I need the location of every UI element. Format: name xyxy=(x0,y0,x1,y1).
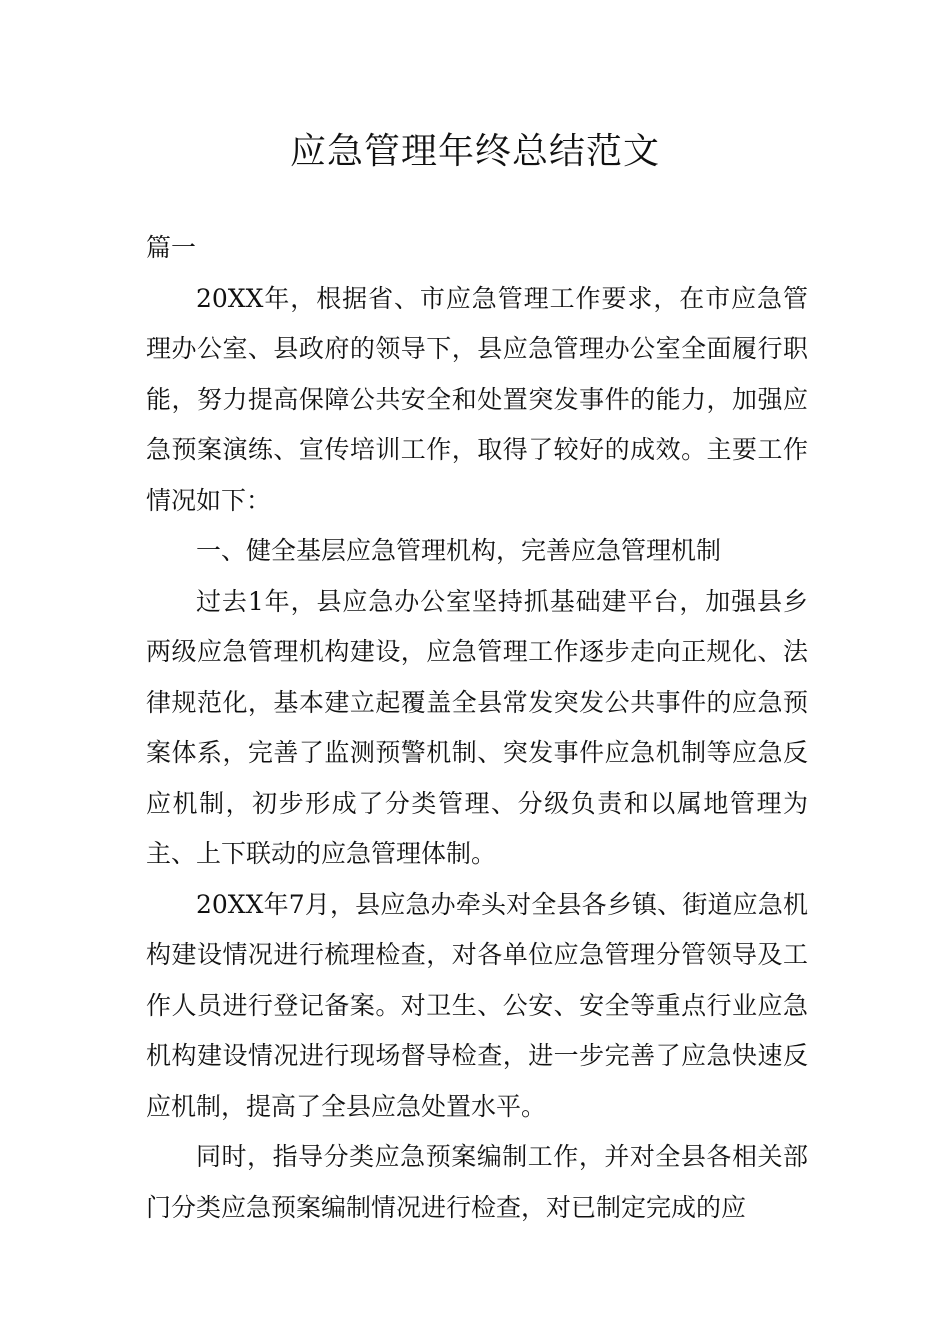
document-body xyxy=(146,223,808,1233)
body-paragraph: 过去1年，县应急办公室坚持抓基础建平台，加强县乡两级应急管理机构建设，应急管理工作逐步走向正规化、法律规范化，基本建立起覆盖全县常发突发公共事件的应急预案体系，完善了监测预警机制、突发事件应急机制等应急反应机制，初步形成了分类管理、分级负责和以属地管理为主、上下联动的应急管理体制。 xyxy=(146,586,808,868)
body-paragraph: 20XX年7月，县应急办牵头对全县各乡镇、街道应急机构建设情况进行梳理检查，对各单位应急管理分管领导及工作人员进行登记备案。对卫生、公安、安全等重点行业应急机构建设情况进行现场督导检查，进一步完善了应急快速反应机制，提高了全县应急处置水平。 xyxy=(146,889,808,1121)
body-paragraph: 同时，指导分类应急预案编制工作，并对全县各相关部门分类应急预案编制情况进行检查，对已制定完成的应 xyxy=(146,1142,808,1222)
document-title: 应急管理年终总结范文 xyxy=(289,131,660,172)
section-heading: 一、健全基层应急管理机构，完善应急管理机制 xyxy=(196,536,722,565)
body-paragraph: 20XX年，根据省、市应急管理工作要求，在市应急管理办公室、县政府的领导下，县应急管理办公室全面履行职能，努力提高保障公共安全和处置突发事件的能力，加强应急预案演练、宣传培训工作，取得了较好的成效。主要工作情况如下： xyxy=(146,283,808,515)
section-label: 篇一 xyxy=(146,233,197,262)
